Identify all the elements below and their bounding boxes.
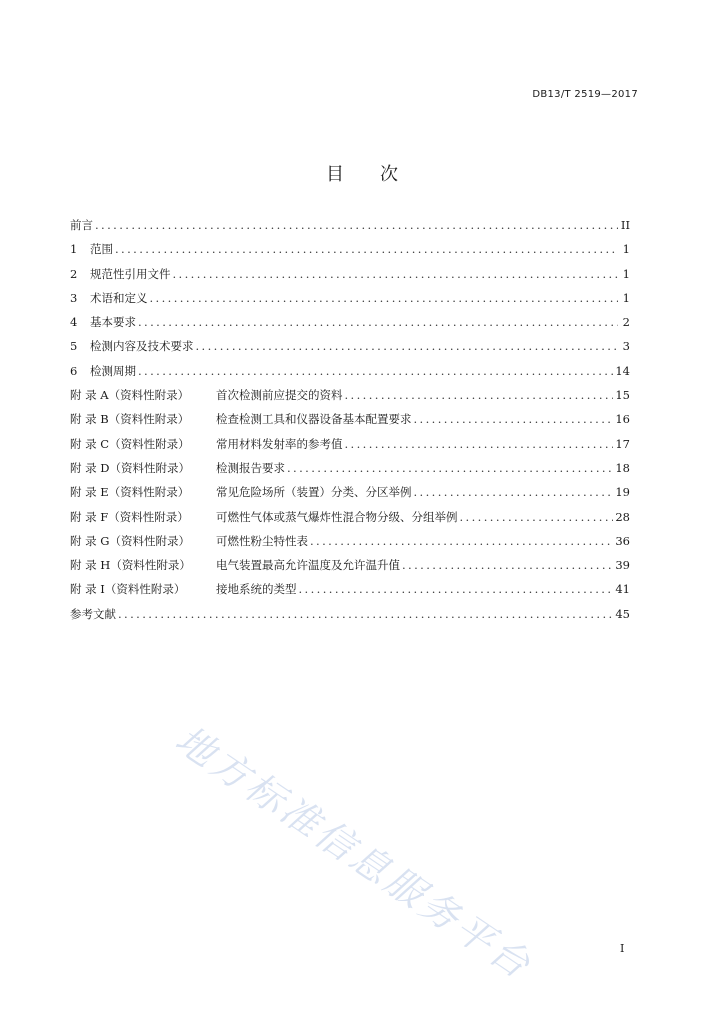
toc-leader-dots	[138, 315, 618, 329]
toc-entry-page: 16	[615, 412, 630, 427]
toc-leader-dots	[150, 291, 619, 305]
toc-entry-annex: 附 录 F（资料性附录）	[70, 509, 189, 524]
toc-entry-page: 1	[622, 290, 630, 305]
toc-entry-label: 术语和定义	[90, 290, 148, 305]
toc-entry[interactable]	[70, 338, 630, 362]
page-number: I	[620, 942, 625, 955]
toc-entry-page: II	[620, 218, 630, 232]
toc-entry-annex: 附 录 G（资料性附录）	[70, 533, 190, 548]
watermark: 地方标准信息服务平台	[167, 717, 541, 989]
toc-leader-dots	[138, 364, 613, 378]
toc-entry-label: 首次检测前应提交的资料	[216, 388, 343, 403]
toc-entry[interactable]	[70, 314, 630, 338]
toc-entry[interactable]	[70, 509, 630, 533]
toc-entry-number: 2	[70, 266, 78, 281]
toc-entry-label: 前言	[70, 218, 93, 232]
toc-entry-label: 检测内容及技术要求	[90, 339, 194, 354]
toc-entry[interactable]	[70, 411, 630, 435]
toc-leader-dots	[310, 534, 613, 548]
toc-entry-label: 范围	[90, 242, 113, 257]
toc-entry-page: 28	[615, 509, 630, 524]
toc-entry-label: 基本要求	[90, 315, 136, 330]
toc-entry-number: 5	[70, 339, 78, 354]
toc-entry[interactable]	[70, 241, 630, 265]
toc-entry[interactable]	[70, 484, 630, 508]
toc-leader-dots	[173, 267, 619, 281]
toc-entry-label: 可燃性气体或蒸气爆炸性混合物分级、分组举例	[216, 509, 458, 524]
toc-entry-annex: 附 录 A（资料性附录）	[70, 388, 190, 403]
toc-entry[interactable]	[70, 290, 630, 314]
toc-entry-page: 19	[615, 485, 630, 500]
toc-entry-page: 36	[615, 533, 630, 548]
toc-leader-dots	[460, 510, 614, 524]
toc-leader-dots	[115, 242, 618, 256]
toc-entry-label: 检测报告要求	[216, 460, 285, 475]
toc-entry-annex: 附 录 C（资料性附录）	[70, 436, 190, 451]
toc-entry-page: 45	[615, 606, 630, 621]
table-of-contents	[70, 217, 630, 630]
document-code: DB13/T 2519—2017	[532, 89, 638, 100]
toc-entry-page: 1	[622, 242, 630, 257]
toc-entry-label: 常见危险场所（装置）分类、分区举例	[216, 485, 412, 500]
toc-entry-annex: 附 录 B（资料性附录）	[70, 412, 190, 427]
toc-entry-page: 2	[622, 315, 630, 330]
toc-entry-number: 6	[70, 363, 78, 378]
toc-entry-page: 39	[615, 558, 630, 573]
toc-leader-dots	[345, 388, 614, 402]
toc-entry-page: 3	[622, 339, 630, 354]
toc-entry-label: 参考文献	[70, 606, 116, 621]
toc-entry-annex: 附 录 E（资料性附录）	[70, 485, 190, 500]
toc-entry-page: 41	[615, 582, 630, 597]
toc-entry-label: 检查检测工具和仪器设备基本配置要求	[216, 412, 412, 427]
toc-entry-annex: 附 录 H（资料性附录）	[70, 558, 191, 573]
toc-entry[interactable]	[70, 436, 630, 460]
toc-leader-dots	[287, 461, 613, 475]
toc-entry-label: 接地系统的类型	[216, 582, 297, 597]
toc-entry-page: 15	[615, 388, 630, 403]
toc-entry-label: 常用材料发射率的参考值	[216, 436, 343, 451]
toc-entry[interactable]	[70, 266, 630, 290]
toc-entry-page: 17	[615, 436, 630, 451]
toc-entry[interactable]	[70, 557, 630, 581]
toc-leader-dots	[402, 558, 613, 572]
toc-entry-number: 1	[70, 242, 78, 257]
toc-entry[interactable]	[70, 533, 630, 557]
toc-entry-page: 1	[622, 266, 630, 281]
toc-entry-annex: 附 录 D（资料性附录）	[70, 460, 191, 475]
toc-entry[interactable]	[70, 606, 630, 630]
toc-entry-number: 3	[70, 290, 78, 305]
toc-entry-number: 4	[70, 315, 78, 330]
toc-entry[interactable]	[70, 387, 630, 411]
toc-leader-dots	[414, 485, 614, 499]
toc-leader-dots	[118, 607, 613, 621]
toc-leader-dots	[299, 582, 614, 596]
toc-entry[interactable]	[70, 217, 630, 241]
toc-entry[interactable]	[70, 363, 630, 387]
toc-entry-page: 18	[615, 460, 630, 475]
toc-leader-dots	[345, 437, 614, 451]
toc-entry-label: 可燃性粉尘特性表	[216, 533, 308, 548]
toc-entry-label: 规范性引用文件	[90, 266, 171, 281]
toc-entry-label: 检测周期	[90, 363, 136, 378]
toc-leader-dots	[414, 412, 614, 426]
toc-leader-dots	[196, 339, 619, 353]
toc-entry-annex: 附 录 I（资料性附录）	[70, 582, 186, 597]
toc-entry-label: 电气装置最高允许温度及允许温升值	[216, 558, 400, 573]
toc-entry[interactable]	[70, 460, 630, 484]
toc-leader-dots	[95, 218, 618, 232]
toc-entry[interactable]	[70, 581, 630, 605]
page-title: 目 次	[326, 164, 398, 185]
toc-entry-page: 14	[615, 363, 630, 378]
